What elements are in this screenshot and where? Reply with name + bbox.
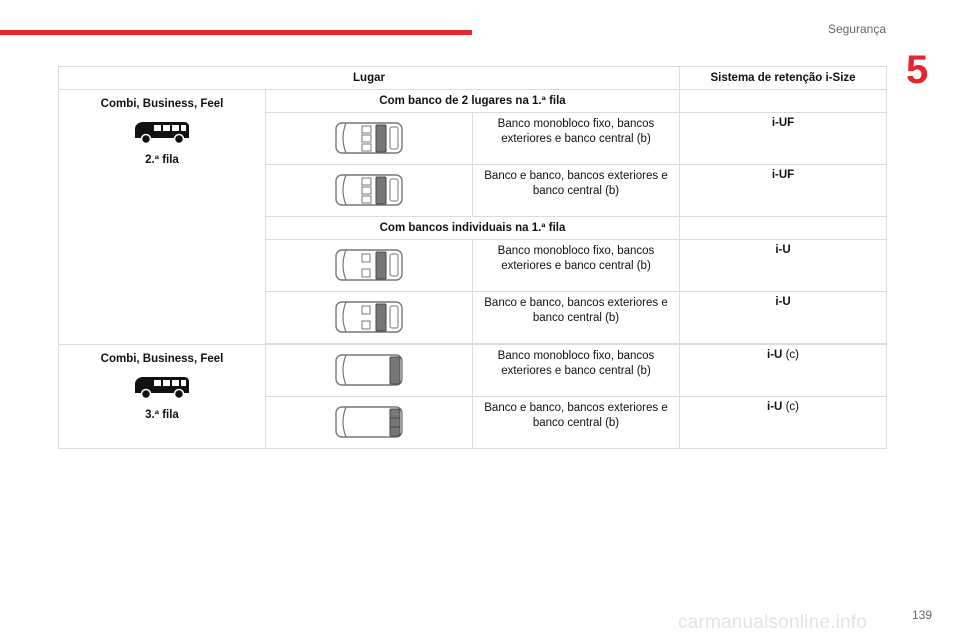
row-description: Banco monobloco fixo, bancos exteriores e banco central (b) xyxy=(473,240,680,292)
row-label: 3.ª fila xyxy=(145,409,179,421)
row-description: Banco monobloco fixo, bancos exteriores e banco central (b) xyxy=(473,113,680,165)
seat-diagram-cell xyxy=(266,345,473,397)
models-label: Combi, Business, Feel xyxy=(100,353,224,365)
seat-diagram-cell xyxy=(266,240,473,292)
row-value: i-UF xyxy=(680,165,887,217)
watermark: carmanualsonline.info xyxy=(678,612,868,633)
isize-table xyxy=(58,66,887,449)
row-description: Banco monobloco fixo, bancos exteriores e banco central (b) xyxy=(473,345,680,397)
section-title: Segurança xyxy=(827,22,886,36)
place-cell-row3 xyxy=(59,345,266,449)
header-lugar: Lugar xyxy=(59,67,680,90)
van-side-icon xyxy=(132,373,192,401)
row-description: Banco e banco, bancos exteriores e banco central (b) xyxy=(473,397,680,449)
table-header-row xyxy=(59,67,887,90)
header-accent-bar xyxy=(0,30,472,35)
row-description: Banco e banco, bancos exteriores e banco central (b) xyxy=(473,165,680,217)
row-value: i-U xyxy=(680,240,887,292)
seat-diagram-cell xyxy=(266,292,473,344)
seat-layout-diagram-icon xyxy=(334,352,404,388)
row-label: 2.ª fila xyxy=(145,154,179,166)
seat-diagram-cell xyxy=(266,113,473,165)
subheader-empty-cell xyxy=(680,90,887,113)
seat-layout-diagram-icon xyxy=(334,120,404,156)
row-value: i-U xyxy=(680,292,887,344)
place-cell-row2 xyxy=(59,90,266,345)
header-isize: Sistema de retenção i-Size xyxy=(680,67,887,90)
subheader-empty-cell xyxy=(680,217,887,240)
seat-layout-diagram-icon xyxy=(334,299,404,335)
subheader-bench: Com banco de 2 lugares na 1.ª fila xyxy=(266,90,680,113)
seat-diagram-cell xyxy=(266,165,473,217)
chapter-number: 5 xyxy=(906,48,929,92)
row-value: i-UF xyxy=(680,113,887,165)
row-description: Banco e banco, bancos exteriores e banco central (b) xyxy=(473,292,680,344)
seat-layout-diagram-icon xyxy=(334,404,404,440)
models-label: Combi, Business, Feel xyxy=(100,98,224,110)
table-row xyxy=(59,345,887,397)
page-number: 139 xyxy=(911,608,932,622)
seat-layout-diagram-icon xyxy=(334,247,404,283)
seat-diagram-cell xyxy=(266,397,473,449)
row-value: i-U (c) xyxy=(680,345,887,397)
row-value: i-U (c) xyxy=(680,397,887,449)
seat-layout-diagram-icon xyxy=(334,172,404,208)
subheader-individual: Com bancos individuais na 1.ª fila xyxy=(266,217,680,240)
van-side-icon xyxy=(132,118,192,146)
